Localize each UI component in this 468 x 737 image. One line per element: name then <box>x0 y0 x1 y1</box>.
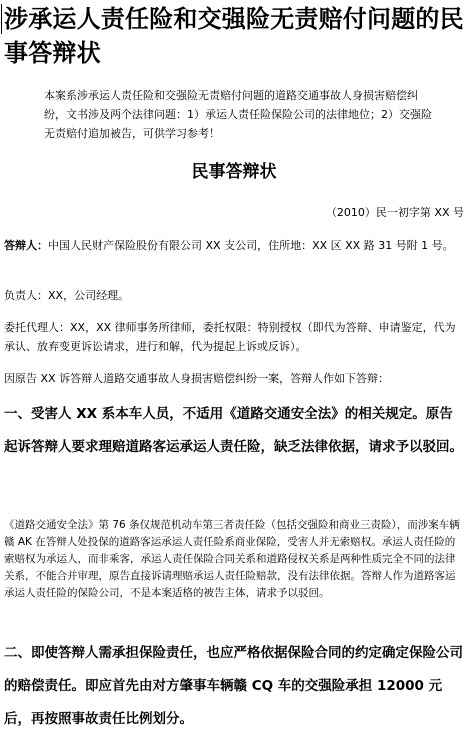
point1-body: 《道路交通安全法》第 76 条仅规范机动车第三者责任险（包括交强险和商业三责险），而涉案车辆赣 AK 在答辩人处投保的道路客运承运人责任险系商业保险，受害人并无索赔权。承运人责任险的索赔权为承运人，而非乘客，承运人责任保险合同关系和道路侵权关系是两种性质完全不同的法律关系，不能合并审理，原告直接诉请理赔承运人责任险赔款，没有法律依据。答辩人作为道路客运承运人责任险的保险公司，不是本案适格的被告主体，请求予以驳回。 <box>4 519 460 599</box>
abstract-paragraph: 本案系涉承运人责任险和交强险无责赔付问题的道路交通事故人身损害赔偿纠纷，文书涉及两个法律问题：1）承运人责任险保险公司的法律地位；2）交强险无责赔付追加被告，可供学习参考！ <box>44 89 432 140</box>
document-title: 涉承运人责任险和交强险无责赔付问题的民事答辩状 <box>4 4 464 67</box>
respondent-paragraph <box>4 236 464 255</box>
point1-heading: 一、受害人 XX 系本车人员，不适用《道路交通安全法》的相关规定。原告起诉答辩人要求理赔道路客运承运人责任险，缺乏法律依据，请求予以驳回。 <box>4 406 463 455</box>
agent-paragraph: 委托代理人：XX，XX 律师事务所律师，委托权限：特别授权（即代为答辩、申请鉴定，代为承认、放弃变更诉讼请求，进行和解，代为提起上诉或反诉）。 <box>4 321 456 353</box>
intro-paragraph: 因原告 XX 诉答辩人道路交通事故人身损害赔偿纠纷一案，答辩人作如下答辩： <box>4 372 390 385</box>
respondent-text: 中国人民财产保险股份有限公司 XX 支公司，住所地：XX 区 XX 路 31 号附 1 号。 <box>48 239 454 252</box>
text-cursor <box>1 4 2 34</box>
case-number: （2010）民一初字第 XX 号 <box>325 206 464 219</box>
section-heading: 民事答辩状 <box>191 162 277 182</box>
respondent-label: 答辩人： <box>4 239 48 252</box>
point2-heading: 二、即使答辩人需承担保险责任，也应严格依据保险合同的约定确定保险公司的赔偿责任。即应首先由对方肇事车辆赣 CQ 车的交强险承担 12000 元后，再按照事故责任比例划分。 <box>4 645 463 727</box>
responsible-person-paragraph: 负责人：XX，公司经理。 <box>4 289 130 302</box>
